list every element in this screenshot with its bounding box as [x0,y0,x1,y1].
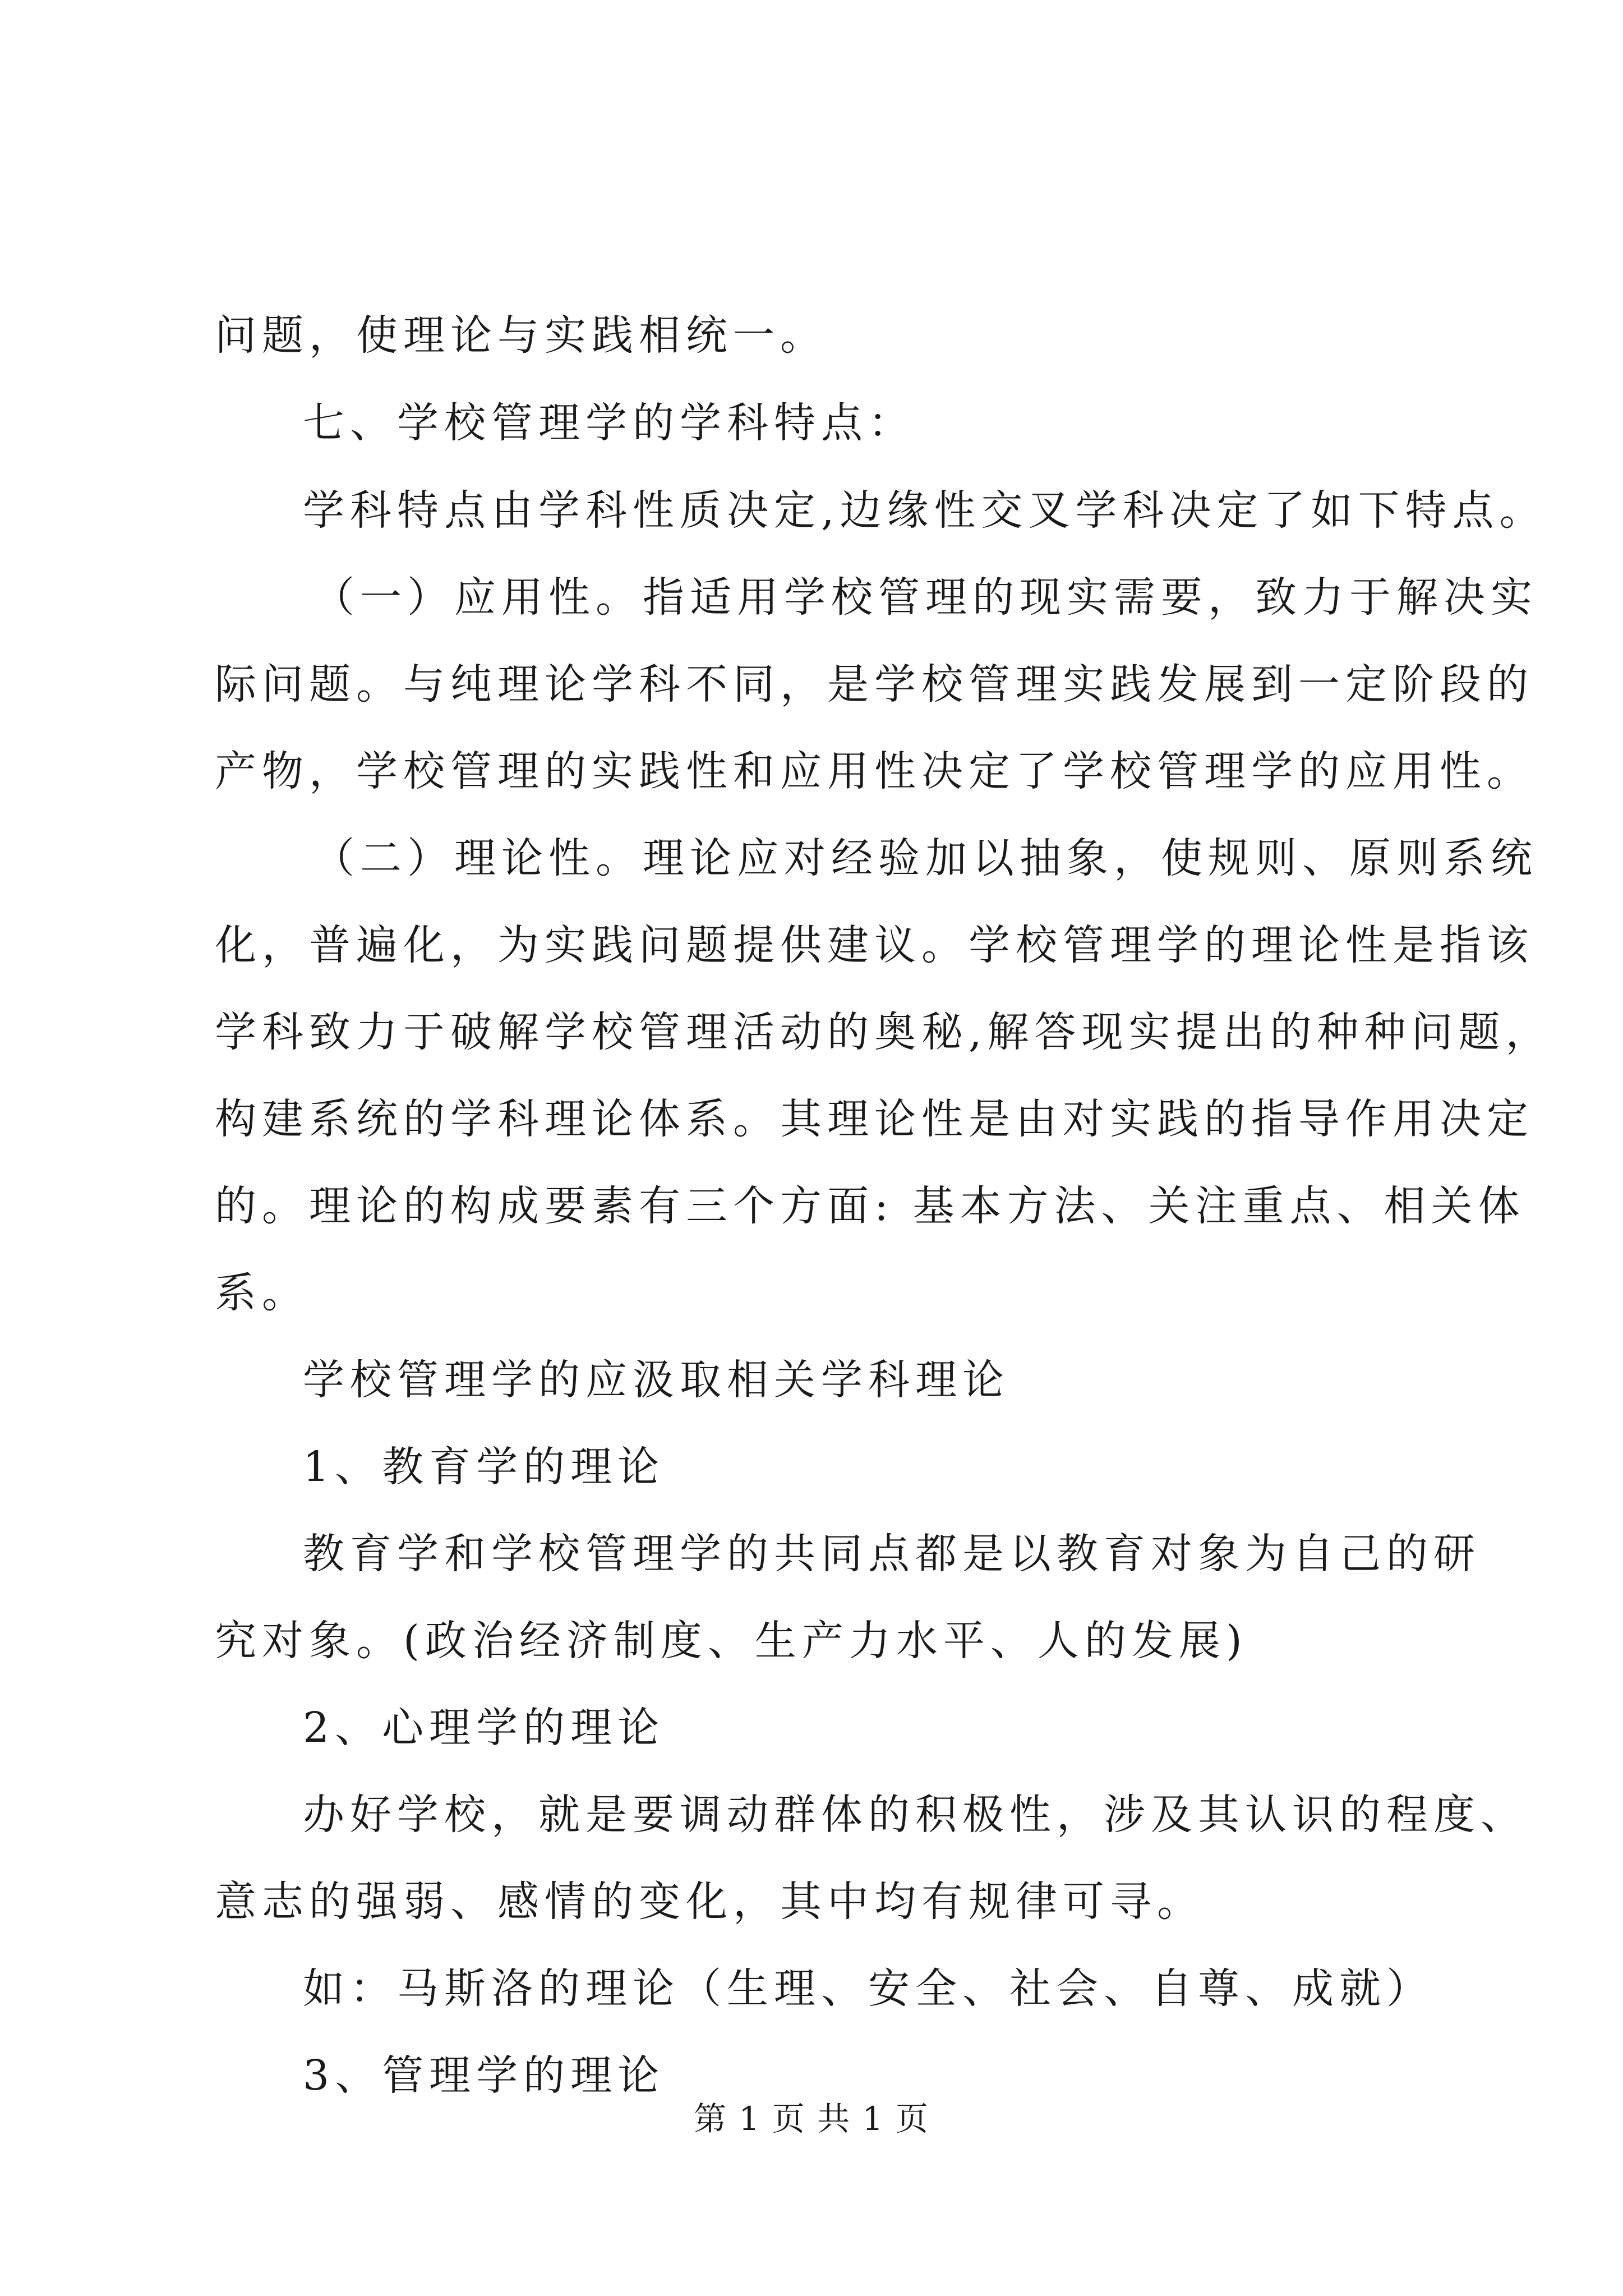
text-line-8: 化，普遍化，为实践问题提供建议。学校管理学的理论性是指该 [215,921,1534,969]
subheading-education-theory: 1、教育学的理论 [303,1443,665,1491]
text-line-7: （二）理论性。理论应对经验加以抽象，使规则、原则系统 [313,834,1538,882]
text-line-1: 问题，使理论与实践相统一。 [215,311,827,360]
text-line-3: 学科特点由学科性质决定,边缘性交叉学科决定了如下特点。 [303,486,1547,535]
text-line-16: 究对象。(政治经济制度、生产力水平、人的发展) [215,1617,1248,1665]
subheading-related-theories: 学校管理学的应汲取相关学科理论 [303,1356,1009,1404]
text-line-11: 的。理论的构成要素有三个方面: 基本方法、关注重点、相关体 [215,1182,1525,1230]
subheading-management-theory: 3、管理学的理论 [303,2051,665,2100]
text-line-6: 产物，学校管理的实践性和应用性决定了学校管理学的应用性。 [215,747,1534,795]
text-line-12: 系。 [215,1269,309,1317]
subheading-psychology-theory: 2、心理学的理论 [303,1704,665,1752]
section-heading-7: 七、学校管理学的学科特点： [303,399,915,447]
page-footer: 第 1 页 共 1 页 [694,2100,929,2138]
text-line-4: （一）应用性。指适用学校管理的现实需要，致力于解决实 [313,573,1538,622]
text-line-10: 构建系统的学科理论体系。其理论性是由对实践的指导作用决定 [215,1095,1534,1143]
text-line-18: 办好学校，就是要调动群体的积极性，涉及其认识的程度、 [303,1791,1528,1839]
text-line-15: 教育学和学校管理学的共同点都是以教育对象为自己的研 [303,1530,1481,1578]
text-line-9: 学科致力于破解学校管理活动的奥秘,解答现实提出的种种问题， [215,1008,1553,1056]
text-line-19: 意志的强弱、感情的变化，其中均有规律可寻。 [215,1878,1204,1926]
text-line-5: 际问题。与纯理论学科不同，是学校管理实践发展到一定阶段的 [215,660,1534,708]
text-line-20: 如：马斯洛的理论（生理、安全、社会、自尊、成就） [303,1964,1433,2013]
